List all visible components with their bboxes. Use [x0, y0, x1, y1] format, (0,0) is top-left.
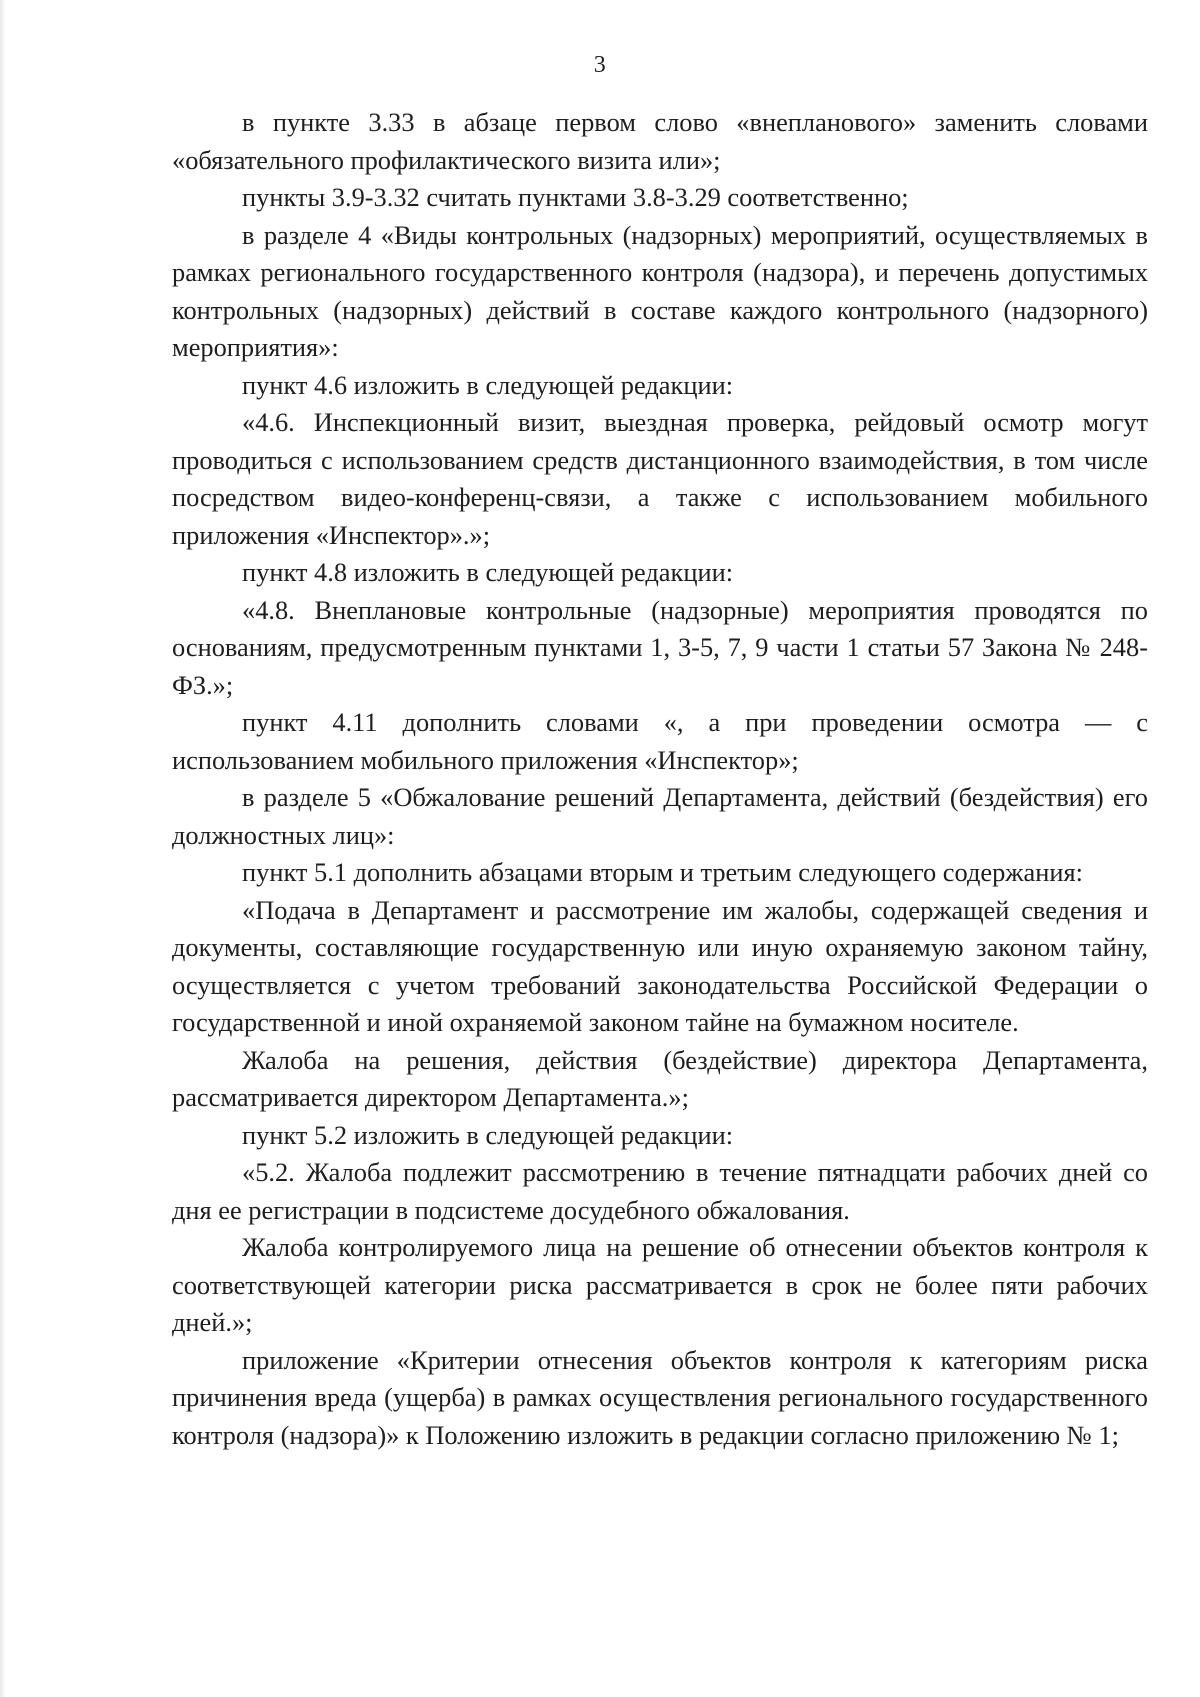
scan-edge-shadow: [0, 0, 6, 1697]
paragraph-4-8-text: «4.8. Внеплановые контрольные (надзорные) мероприятия проводятся по основаниям, предусмотренным пунктами 1, 3-5, 7, 9 части 1 статьи 57 Закона № 248-ФЗ.»;: [172, 594, 1148, 700]
paragraph-5-2-second: Жалоба контролируемого лица на решение об отнесении объектов контроля к соответствующей категории риска рассматривается в срок не более пяти рабочих дней.»;: [172, 1232, 1148, 1337]
paragraph-section-5: в разделе 5 «Обжалование решений Департамента, действий (бездействия) его должностных лиц»:: [172, 782, 1148, 850]
paragraph-5-2-intro: пункт 5.2 изложить в следующей редакции:: [242, 1119, 734, 1150]
paragraph-5-1-second: «Подача в Департамент и рассмотрение им жалобы, содержащей сведения и документы, составляющие государственную или иную охраняемую законом тайну, осуществляется с учетом требований законодательства Российской Федерации о государственной и иной охраняемой законом тайне на бумажном носителе.: [172, 894, 1148, 1037]
paragraph-4-11-amendment: пункт 4.11 дополнить словами «, а при проведении осмотра — с использованием мобильного приложения «Инспектор»;: [172, 707, 1148, 775]
paragraph-5-1-third: Жалоба на решения, действия (бездействие) директора Департамента, рассматривается директором Департамента.»;: [172, 1044, 1148, 1112]
paragraph-5-2-text: «5.2. Жалоба подлежит рассмотрению в течение пятнадцати рабочих дней со дня ее регистрации в подсистеме досудебного обжалования.: [172, 1157, 1148, 1225]
paragraph-4-8-intro: пункт 4.8 изложить в следующей редакции:: [242, 557, 734, 587]
paragraph-4-6-text: «4.6. Инспекционный визит, выездная проверка, рейдовый осмотр могут проводиться с использованием средств дистанционного взаимодействия, в том числе посредством видео-конференц-связи, а также с использованием мобильного приложения «Инспектор».»;: [172, 407, 1148, 550]
paragraph-4-6-intro: пункт 4.6 изложить в следующей редакции:: [242, 369, 734, 400]
paragraph-renumbering: пункты 3.9-3.32 считать пунктами 3.8-3.29 соответственно;: [242, 182, 909, 212]
paragraph-3-33-amendment: в пункте 3.33 в абзаце первом слово «внепланового» заменить словами «обязательного профилактического визита или»;: [172, 107, 1148, 175]
page-number: 3: [593, 52, 607, 78]
paragraph-5-1-intro: пункт 5.1 дополнить абзацами вторым и третьим следующего содержания:: [242, 857, 1083, 887]
paragraph-section-4: в разделе 4 «Виды контрольных (надзорных) мероприятий, осуществляемых в рамках регионального государственного контроля (надзора), и перечень допустимых контрольных (надзорных) действий в составе каждого контрольного (надзорного) мероприятия»:: [172, 219, 1148, 362]
document-body: [172, 104, 1148, 1454]
paragraph-appendix: приложение «Критерии отнесения объектов контроля к категориям риска причинения вреда (ущерба) в рамках осуществления регионального государственного контроля (надзора)» к Положению изложить в редакции согласно приложению № 1;: [172, 1344, 1148, 1450]
